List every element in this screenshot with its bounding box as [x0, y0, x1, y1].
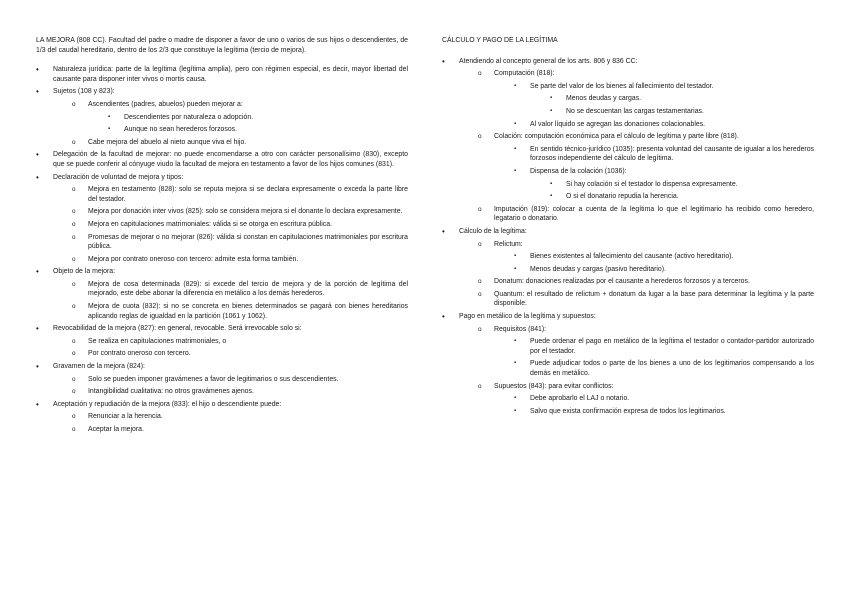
list-item	[36, 387, 408, 397]
list-item	[442, 325, 814, 335]
circle-marker: o	[72, 186, 76, 194]
circle-marker: o	[72, 220, 76, 228]
circle-marker: o	[72, 255, 76, 263]
list-item	[442, 312, 814, 322]
bullet-marker: •	[36, 65, 39, 75]
square-marker: ▪	[514, 338, 517, 345]
circle-marker: o	[72, 303, 76, 311]
list-item	[442, 382, 814, 392]
circle-marker: o	[72, 375, 76, 383]
bullet-marker: •	[442, 56, 445, 66]
list-item	[442, 277, 814, 287]
square-marker: ▪	[514, 360, 517, 367]
list-item-text: Dispensa de la colación (1036):	[530, 167, 627, 175]
list-item	[442, 407, 814, 417]
list-item-text: Por contrato oneroso con tercero.	[88, 350, 191, 358]
list-item	[442, 167, 814, 177]
list-item	[36, 362, 408, 372]
circle-marker: o	[72, 426, 76, 433]
list-item-text: Se parte del valor de los bienes al fallecimiento del testador.	[530, 82, 714, 90]
list-item-text: Sujetos (108 y 823):	[53, 88, 115, 96]
square-marker: ▪	[550, 95, 553, 102]
bullet-marker: •	[442, 226, 445, 236]
list-item-text: Menos deudas y cargas.	[566, 95, 642, 103]
circle-marker: o	[478, 240, 482, 248]
list-item	[442, 192, 814, 202]
list-item	[442, 265, 814, 275]
list-item-text: En sentido técnico-jurídico (1035): presenta voluntad del causante de igualar a los herederos forzosos independiente del cálculo de legítima.	[530, 145, 814, 163]
list-item-text: Salvo que exista confirmación expresa de todos los legitimarios.	[530, 407, 726, 415]
list-item	[36, 138, 408, 148]
list-item-text: Declaración de voluntad de mejora y tipos:	[53, 173, 184, 181]
list-item-text: Naturaleza jurídica: parte de la legítima (legítima amplia), pero con régimen especial, es decir, mayor libertad del causante para disponer inter vivos o mortis causa.	[53, 66, 408, 83]
list-item-text: Colación: computación económica para el cálculo de legítima y parte libre (818).	[494, 133, 739, 141]
circle-marker: o	[478, 325, 482, 333]
circle-marker: o	[72, 337, 76, 345]
list-item-text: Al valor líquido se agregan las donaciones colacionables.	[530, 120, 706, 128]
square-marker: ▪	[514, 120, 517, 127]
list-item	[36, 280, 408, 299]
list-item	[36, 302, 408, 321]
list-item-text: Menos deudas y cargas (pasivo hereditario).	[530, 265, 666, 273]
square-marker: ▪	[514, 265, 517, 272]
list-item-text: Aceptar la mejora.	[88, 426, 144, 433]
list-item-text: Solo se pueden imponer gravámenes a favor de legitimarios o sus descendientes.	[88, 375, 339, 383]
circle-marker: o	[72, 233, 76, 241]
list-item-text: Computación (818):	[494, 70, 555, 78]
bullet-marker: •	[36, 362, 39, 372]
list-item-text: O si el donatario repudia la herencia.	[566, 193, 679, 201]
list-item	[442, 69, 814, 79]
list-item	[442, 120, 814, 130]
list-item-text: Revocabilidad de la mejora (827): en general, revocable. Será irrevocable solo si:	[53, 325, 302, 333]
list-item	[36, 267, 408, 277]
circle-marker: o	[72, 350, 76, 358]
list-item	[442, 240, 814, 250]
list-item	[442, 107, 814, 117]
bullet-marker: •	[36, 87, 39, 97]
list-item-text: Imputación (819): colocar a cuenta de la legítima lo que el legitimario ha recibido como heredero, legatario o donatario.	[494, 205, 814, 223]
list-item-text: Aunque no sean herederos forzosos.	[124, 126, 238, 134]
list-item-text: Ascendientes (padres, abuelos) pueden mejorar a:	[88, 100, 243, 108]
list-item-text: Debe aprobarlo el LAJ o notario.	[530, 395, 630, 403]
list-item	[36, 233, 408, 252]
list-item-text: Donatum: donaciones realizadas por el causante a herederos forzosos y a terceros.	[494, 278, 750, 286]
circle-marker: o	[72, 413, 76, 421]
list-item-text: Intangibilidad cualitativa: no otros gravámenes ajenos.	[88, 388, 254, 396]
circle-marker: o	[72, 138, 76, 146]
square-marker: ▪	[514, 167, 517, 174]
circle-marker: o	[478, 133, 482, 141]
list-item	[36, 207, 408, 217]
list-item-text: Si hay colación si el testador lo dispensa expresamente.	[566, 180, 738, 188]
square-marker: ▪	[550, 180, 553, 187]
left-column	[36, 36, 408, 438]
list-item-text: Objeto de la mejora:	[53, 268, 116, 276]
list-item-text: Mejora de cuota (832): si no se concreta en bienes determinados se pagará con bienes hereditarios aplicando reglas de igualdad en la partición (1061 y 1062).	[88, 303, 408, 320]
list-item	[442, 57, 814, 67]
list-item-text: Mejora por donación inter vivos (825): solo se considera mejora si el donante lo declara expresamente.	[88, 208, 403, 216]
bullet-marker: •	[36, 267, 39, 277]
circle-marker: o	[72, 388, 76, 396]
circle-marker: o	[478, 278, 482, 286]
list-item	[442, 94, 814, 104]
list-item	[36, 255, 408, 265]
list-item	[36, 349, 408, 359]
list-item	[442, 290, 814, 309]
list-item	[442, 252, 814, 262]
list-item-text: Quantum: el resultado de relictum + donatum da lugar a la base para determinar la legítima y la parte disponible.	[494, 290, 814, 308]
intro-paragraph: LA MEJORA (808 CC). Facultad del padre o madre de disponer a favor de uno o varios de sus hijos o descendientes, de 1/3 del caudal hereditario, dentro de los 2/3 que constituye la legítima (tercio de mejora).	[36, 37, 408, 54]
list-item-text: Supuestos (843): para evitar conflictos:	[494, 382, 614, 390]
bullet-marker: •	[36, 172, 39, 182]
list-item-text: Se realiza en capitulaciones matrimoniales, o	[88, 337, 227, 345]
list-item-text: Mejora por contrato oneroso con tercero: admite esta forma también.	[88, 255, 299, 263]
list-item	[36, 375, 408, 385]
list-item	[442, 394, 814, 404]
square-marker: ▪	[514, 82, 517, 89]
list-item-text: No se descuentan las cargas testamentarias.	[566, 107, 704, 115]
list-item-text: Cálculo de la legítima:	[459, 227, 527, 235]
list-item	[36, 412, 408, 422]
list-item-text: Puede ordenar el pago en metálico de la legítima el testador o contador-partidor autorizado por el testador.	[530, 338, 814, 355]
list-item	[36, 220, 408, 230]
bullet-marker: •	[36, 399, 39, 409]
list-item-text: Atendiendo al concepto general de los arts. 806 y 836 CC:	[459, 57, 638, 65]
list-item	[36, 425, 408, 435]
square-marker: ▪	[550, 193, 553, 200]
list-item	[36, 173, 408, 183]
circle-marker: o	[478, 70, 482, 78]
list-item-text: Bienes existentes al fallecimiento del causante (activo hereditario).	[530, 253, 734, 261]
bullet-marker: •	[36, 324, 39, 334]
list-item	[36, 65, 408, 84]
circle-marker: o	[478, 205, 482, 213]
list-item	[442, 82, 814, 92]
square-marker: ▪	[514, 145, 517, 152]
section-title: CÁLCULO Y PAGO DE LA LEGÍTIMA	[442, 37, 558, 44]
circle-marker: o	[72, 100, 76, 108]
list-item	[442, 132, 814, 142]
list-item-text: Descendientes por naturaleza o adopción.	[124, 113, 254, 121]
list-item-text: Gravamen de la mejora (824):	[53, 363, 145, 371]
square-marker: ▪	[514, 395, 517, 402]
circle-marker: o	[72, 208, 76, 216]
square-marker: ▪	[550, 107, 553, 114]
list-item-text: Cabe mejora del abuelo al nieto aunque viva el hijo.	[88, 138, 247, 146]
list-item	[36, 400, 408, 410]
list-item-text: Requisitos (841):	[494, 325, 547, 333]
list-item	[36, 150, 408, 169]
list-item	[442, 359, 814, 378]
list-item	[442, 205, 814, 224]
list-item-text: Mejora en capitulaciones matrimoniales: válida si se otorga en escritura pública.	[88, 220, 332, 228]
list-item	[36, 185, 408, 204]
list-item-text: Promesas de mejorar o no mejorar (826): válida si constan en capitulaciones matrimoniales por escritura pública.	[88, 233, 408, 251]
list-item	[36, 100, 408, 110]
square-marker: ▪	[108, 113, 111, 120]
list-item-text: Pago en metálico de la legítima y supuestos:	[459, 313, 596, 321]
list-item	[36, 337, 408, 347]
list-item-text: Aceptación y repudiación de la mejora (833): el hijo o descendiente puede:	[53, 400, 282, 408]
list-item-text: Relictum:	[494, 240, 523, 248]
circle-marker: o	[72, 280, 76, 288]
circle-marker: o	[478, 290, 482, 298]
square-marker: ▪	[514, 407, 517, 414]
bullet-marker: •	[36, 150, 39, 160]
list-item	[442, 180, 814, 190]
list-item	[36, 125, 408, 135]
list-item-text: Mejora de cosa determinada (829): si excede del tercio de mejora y de la porción de legítima del mejorado, este debe abonar la diferencia en metálico a los demás herederos.	[88, 280, 408, 298]
list-item-text: Renunciar a la herencia.	[88, 413, 163, 421]
list-item	[442, 145, 814, 164]
right-column	[442, 36, 814, 419]
square-marker: ▪	[108, 126, 111, 133]
circle-marker: o	[478, 382, 482, 390]
list-item	[442, 227, 814, 237]
bullet-marker: •	[442, 312, 445, 322]
list-item-text: Puede adjudicar todos o parte de los bienes a uno de los legitimarios compensando a los demás en metálico.	[530, 360, 814, 378]
square-marker: ▪	[514, 253, 517, 260]
list-item-text: Mejora en testamento (828): solo se reputa mejora si se declara expresamente o exceda la parte libre del testador.	[88, 186, 408, 203]
list-item	[442, 337, 814, 356]
list-item	[36, 87, 408, 97]
list-item-text: Delegación de la facultad de mejorar: no puede encomendarse a otro con carácter personalísimo (830), excepto que se puede conferir al cónyuge viudo la facultad de mejora en testamento a favor de los hijos comunes (831).	[53, 151, 408, 168]
list-item	[36, 113, 408, 123]
list-item	[36, 324, 408, 334]
